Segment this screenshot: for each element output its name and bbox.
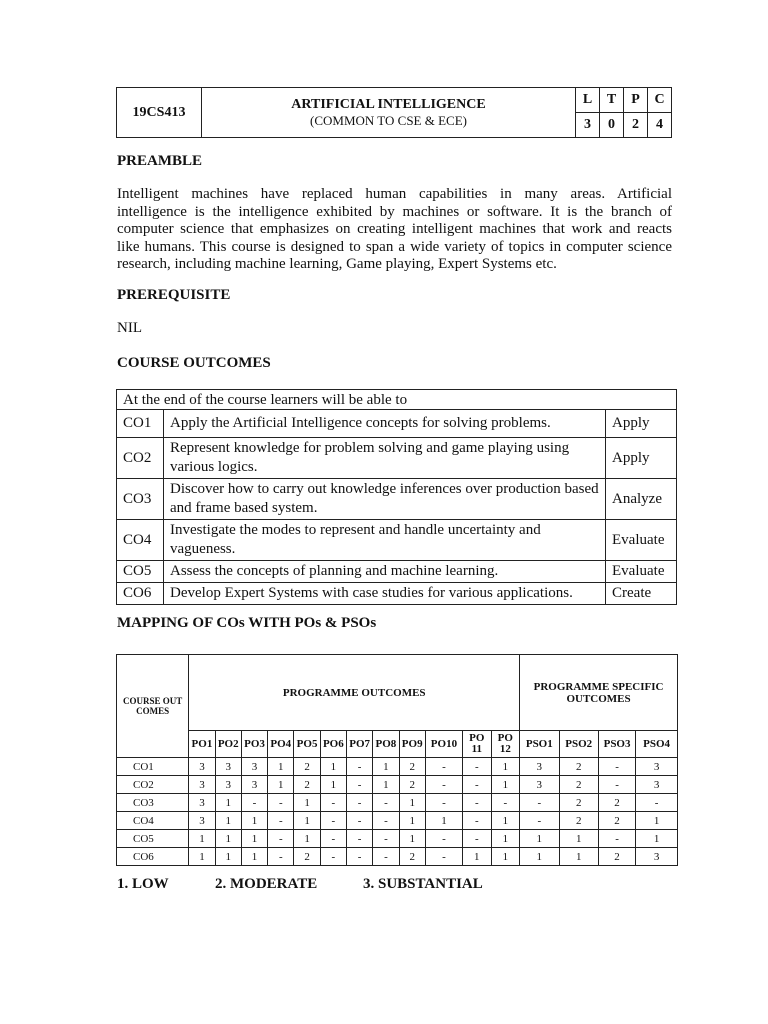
mapping-cell: - — [268, 848, 294, 866]
table-row — [117, 479, 677, 520]
mapping-column-header: PO 12 — [491, 731, 520, 758]
co-level: Create — [606, 583, 677, 605]
mapping-cell: - — [463, 830, 491, 848]
mapping-cell: - — [520, 794, 559, 812]
mapping-cell: 2 — [598, 848, 635, 866]
mapping-cell: - — [425, 776, 462, 794]
co-id: CO5 — [117, 561, 164, 583]
co-id: CO6 — [117, 583, 164, 605]
course-subtitle: (COMMON TO CSE & ECE) — [310, 112, 467, 128]
mapping-co-label: CO2 — [117, 776, 189, 794]
mapping-cell: - — [425, 848, 462, 866]
mapping-cell: 1 — [425, 812, 462, 830]
co-level: Evaluate — [606, 520, 677, 561]
mapping-cell: 1 — [241, 812, 267, 830]
co-id: CO2 — [117, 438, 164, 479]
course-outcomes-header: COURSE OUT COMES — [117, 655, 189, 758]
mapping-cell: 2 — [559, 794, 598, 812]
table-row — [117, 812, 678, 830]
mapping-cell: - — [373, 830, 399, 848]
ltpc-value-c: 4 — [648, 113, 672, 138]
mapping-cell: - — [346, 830, 372, 848]
co-level: Evaluate — [606, 561, 677, 583]
course-outcomes-intro: At the end of the course learners will be able to — [117, 390, 677, 410]
mapping-cell: - — [463, 758, 491, 776]
mapping-co-label: CO3 — [117, 794, 189, 812]
mapping-cell: 3 — [520, 776, 559, 794]
mapping-column-header: PO2 — [215, 731, 241, 758]
mapping-co-label: CO4 — [117, 812, 189, 830]
ltpc-label-t: T — [600, 88, 624, 113]
ltpc-label-l: L — [576, 88, 600, 113]
mapping-column-header: PSO4 — [636, 731, 678, 758]
mapping-co-label: CO5 — [117, 830, 189, 848]
mapping-cell: - — [373, 812, 399, 830]
mapping-cell: 1 — [463, 848, 491, 866]
legend-substantial: 3. SUBSTANTIAL — [363, 876, 483, 892]
mapping-cell: 3 — [189, 794, 215, 812]
ltpc-label-p: P — [624, 88, 648, 113]
table-row — [117, 410, 677, 438]
course-title: ARTIFICIAL INTELLIGENCE — [291, 96, 486, 112]
mapping-column-header: PSO1 — [520, 731, 559, 758]
co-id: CO3 — [117, 479, 164, 520]
mapping-cell: 1 — [559, 848, 598, 866]
legend — [117, 876, 483, 893]
mapping-cell: 1 — [399, 794, 425, 812]
ltpc-value-t: 0 — [600, 113, 624, 138]
mapping-cell: 1 — [241, 830, 267, 848]
mapping-cell: 2 — [399, 758, 425, 776]
mapping-cell: - — [636, 794, 678, 812]
co-description: Represent knowledge for problem solving and game playing using various logics. — [164, 438, 606, 479]
mapping-cell: 1 — [399, 830, 425, 848]
co-description: Develop Expert Systems with case studies for various applications. — [164, 583, 606, 605]
co-description: Discover how to carry out knowledge inferences over production based and frame based system. — [164, 479, 606, 520]
prerequisite-heading: PREREQUISITE — [117, 287, 231, 303]
mapping-cell: 3 — [636, 848, 678, 866]
mapping-cell: 1 — [294, 830, 320, 848]
mapping-cell: - — [463, 776, 491, 794]
programme-outcomes-header: PROGRAMME OUTCOMES — [189, 655, 520, 731]
preamble-line: research, including machine learning, Game playing, Expert Systems etc. — [117, 256, 557, 273]
mapping-column-headers — [117, 731, 678, 758]
mapping-cell: 1 — [215, 848, 241, 866]
mapping-cell: 1 — [491, 776, 520, 794]
mapping-cell: 1 — [373, 758, 399, 776]
mapping-cell: 1 — [520, 830, 559, 848]
mapping-cell: 3 — [636, 776, 678, 794]
mapping-cell: 1 — [215, 794, 241, 812]
mapping-cell: 2 — [598, 812, 635, 830]
mapping-cell: 1 — [491, 758, 520, 776]
mapping-cell: - — [373, 848, 399, 866]
mapping-cell: - — [346, 758, 372, 776]
preamble-line: Intelligent machines have replaced human capabilities in many areas. Artificial — [117, 186, 672, 202]
mapping-column-header: PO7 — [346, 731, 372, 758]
ltpc-value-l: 3 — [576, 113, 600, 138]
mapping-cell: 1 — [491, 830, 520, 848]
mapping-column-header: PO1 — [189, 731, 215, 758]
mapping-cell: 1 — [241, 848, 267, 866]
table-row — [117, 848, 678, 866]
mapping-cell: - — [463, 812, 491, 830]
mapping-cell: 1 — [559, 830, 598, 848]
mapping-column-header: PO8 — [373, 731, 399, 758]
co-id: CO1 — [117, 410, 164, 438]
mapping-cell: - — [425, 830, 462, 848]
mapping-cell: - — [320, 794, 346, 812]
course-title-cell — [202, 88, 576, 138]
mapping-cell: 3 — [215, 776, 241, 794]
mapping-cell: - — [268, 812, 294, 830]
mapping-cell: 3 — [520, 758, 559, 776]
table-row — [117, 776, 678, 794]
mapping-cell: - — [320, 830, 346, 848]
course-outcomes-table — [116, 389, 677, 605]
mapping-co-label: CO6 — [117, 848, 189, 866]
mapping-cell: 3 — [189, 812, 215, 830]
mapping-column-header: PSO2 — [559, 731, 598, 758]
mapping-co-label: CO1 — [117, 758, 189, 776]
mapping-cell: 1 — [215, 812, 241, 830]
mapping-cell: 1 — [491, 848, 520, 866]
mapping-cell: 2 — [294, 776, 320, 794]
mapping-cell: - — [268, 794, 294, 812]
course-code: 19CS413 — [117, 88, 202, 138]
mapping-cell: 1 — [189, 848, 215, 866]
co-level: Apply — [606, 410, 677, 438]
mapping-cell: 3 — [189, 776, 215, 794]
mapping-cell: 1 — [268, 776, 294, 794]
mapping-column-header: PO3 — [241, 731, 267, 758]
co-description: Investigate the modes to represent and handle uncertainty and vagueness. — [164, 520, 606, 561]
preamble-heading: PREAMBLE — [117, 153, 203, 169]
mapping-cell: - — [598, 830, 635, 848]
mapping-cell: 3 — [241, 776, 267, 794]
mapping-cell: - — [520, 812, 559, 830]
mapping-cell: 2 — [559, 812, 598, 830]
mapping-column-header: PO9 — [399, 731, 425, 758]
table-row — [117, 520, 677, 561]
legend-low: 1. LOW — [117, 876, 169, 892]
mapping-column-header: PO4 — [268, 731, 294, 758]
preamble-line: like humans. This course is designed to span a wide variety of topics in computer science — [117, 238, 672, 255]
mapping-heading: MAPPING OF COs WITH POs & PSOs — [117, 615, 377, 631]
mapping-cell: 3 — [215, 758, 241, 776]
mapping-cell: 3 — [241, 758, 267, 776]
table-row — [117, 794, 678, 812]
mapping-cell: - — [346, 794, 372, 812]
co-description: Assess the concepts of planning and machine learning. — [164, 561, 606, 583]
mapping-cell: - — [320, 848, 346, 866]
course-outcomes-heading: COURSE OUTCOMES — [117, 355, 271, 371]
mapping-table — [116, 654, 678, 866]
mapping-cell: 1 — [320, 776, 346, 794]
programme-specific-outcomes-header: PROGRAMME SPECIFIC OUTCOMES — [520, 655, 678, 731]
mapping-cell: 2 — [399, 848, 425, 866]
mapping-cell: - — [346, 776, 372, 794]
course-header-table — [116, 87, 672, 138]
prerequisite-text: NIL — [117, 320, 142, 336]
preamble-line: computer science that emphasizes on creating intelligent machines that work and reacts — [117, 221, 672, 238]
preamble-text — [117, 186, 672, 274]
mapping-cell: - — [598, 776, 635, 794]
mapping-cell: 1 — [189, 830, 215, 848]
mapping-cell: 2 — [559, 776, 598, 794]
mapping-column-header: PSO3 — [598, 731, 635, 758]
mapping-cell: 2 — [399, 776, 425, 794]
legend-moderate: 2. MODERATE — [215, 876, 318, 892]
mapping-column-header: PO10 — [425, 731, 462, 758]
mapping-cell: 1 — [636, 830, 678, 848]
mapping-cell: 2 — [559, 758, 598, 776]
preamble-line: intelligence is the intelligence exhibited by machines or software. It is the branch of — [117, 203, 672, 220]
mapping-cell: 1 — [373, 776, 399, 794]
table-row — [117, 438, 677, 479]
table-row — [117, 758, 678, 776]
co-level: Analyze — [606, 479, 677, 520]
mapping-cell: - — [346, 848, 372, 866]
mapping-cell: - — [268, 830, 294, 848]
mapping-cell: - — [320, 812, 346, 830]
mapping-cell: 2 — [294, 758, 320, 776]
mapping-cell: 2 — [598, 794, 635, 812]
table-row — [117, 830, 678, 848]
mapping-cell: - — [491, 794, 520, 812]
mapping-cell: 1 — [294, 794, 320, 812]
mapping-cell: - — [425, 794, 462, 812]
mapping-cell: 1 — [215, 830, 241, 848]
mapping-cell: 1 — [268, 758, 294, 776]
mapping-cell: 3 — [189, 758, 215, 776]
mapping-column-header: PO 11 — [463, 731, 491, 758]
co-id: CO4 — [117, 520, 164, 561]
table-row — [117, 561, 677, 583]
co-level: Apply — [606, 438, 677, 479]
mapping-cell: 1 — [636, 812, 678, 830]
mapping-cell: - — [463, 794, 491, 812]
mapping-cell: 1 — [320, 758, 346, 776]
ltpc-value-p: 2 — [624, 113, 648, 138]
mapping-cell: - — [373, 794, 399, 812]
mapping-cell: - — [598, 758, 635, 776]
table-row — [117, 583, 677, 605]
mapping-cell: - — [425, 758, 462, 776]
co-description: Apply the Artificial Intelligence concepts for solving problems. — [164, 410, 606, 438]
mapping-cell: 1 — [399, 812, 425, 830]
mapping-cell: 2 — [294, 848, 320, 866]
mapping-column-header: PO5 — [294, 731, 320, 758]
mapping-cell: 3 — [636, 758, 678, 776]
mapping-cell: 1 — [520, 848, 559, 866]
mapping-cell: - — [241, 794, 267, 812]
mapping-cell: 1 — [491, 812, 520, 830]
ltpc-label-c: C — [648, 88, 672, 113]
mapping-cell: 1 — [294, 812, 320, 830]
mapping-column-header: PO6 — [320, 731, 346, 758]
mapping-cell: - — [346, 812, 372, 830]
